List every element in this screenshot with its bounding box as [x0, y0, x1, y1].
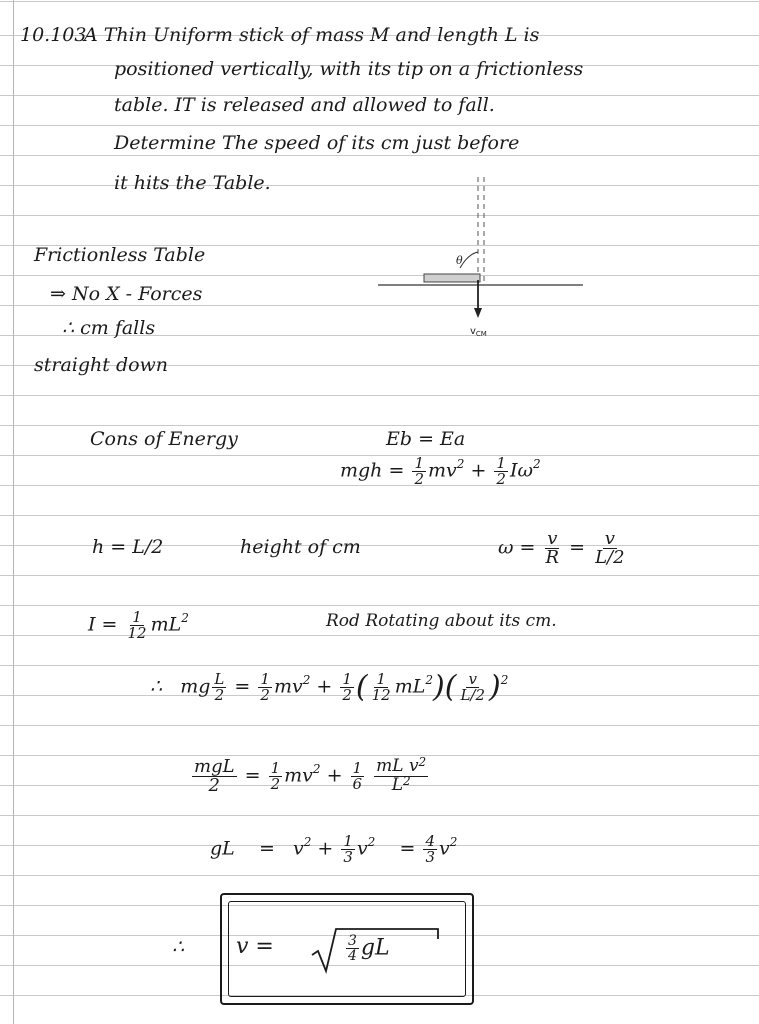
inertia-equation: I = $\frac{1}{12}$ $mL^2$	[88, 608, 189, 642]
problem-number: 10.103	[20, 24, 87, 46]
h-note: height of cm	[240, 536, 361, 558]
velocity-label: $v_{CM}$	[470, 326, 487, 338]
substituted-equation: ∴ mg $\frac{L}{2}$ = $\frac{1}{2}$ $mv^2$ + $\frac{1}{2}$ ( $\frac{1}{12}$ $mL^2$)( $\frac{v}{L/2}$ )$^2$	[150, 669, 509, 705]
note-no-x-forces: ⇒ No X - Forces	[50, 283, 203, 305]
answer-lhs: v =	[236, 934, 274, 959]
inertia-note: Rod Rotating about its cm.	[326, 611, 557, 631]
simplified-equation: $\frac{\text{mgL}}{2}$ = $\frac{1}{2}$ $mv^2$ + $\frac{1}{6}$ $\frac{mL v^2}{L^2}$	[194, 755, 427, 796]
note-straight-down: straight down	[34, 354, 169, 376]
stick-figure	[378, 172, 588, 342]
problem-line-4: Determine The speed of its cm just before	[114, 132, 520, 154]
note-frictionless: Frictionless Table	[34, 244, 206, 266]
velocity-arrow-head	[474, 308, 482, 318]
fallen-stick	[424, 274, 480, 282]
energy-balance: Eb = Ea	[386, 428, 466, 450]
cons-energy-label: Cons of Energy	[90, 428, 238, 450]
problem-line-1: A Thin Uniform stick of mass M and length L is	[84, 24, 540, 46]
omega-equation: ω = $\frac{v}{R}$ = $\frac{v}{L/2}$	[498, 528, 625, 568]
problem-line-5: it hits the Table.	[114, 172, 271, 194]
answer-radicand: $\frac{3}{4}$ gL	[348, 933, 390, 964]
problem-line-3: table. IT is released and allowed to fall.	[114, 94, 495, 116]
problem-line-2: positioned vertically, with its tip on a frictionless	[114, 58, 584, 80]
answer-therefore: ∴	[172, 936, 185, 958]
margin-line	[13, 0, 14, 1024]
angle-label: θ	[456, 254, 463, 267]
angle-arc	[460, 252, 478, 268]
h-definition: h = L/2	[92, 536, 164, 558]
note-cm-falls: ∴ cm falls	[62, 317, 156, 339]
final-equation: gL = $v^2$ + $\frac{1}{3}$ $v^2$ = $\frac{4}{3}$ $v^2$	[210, 832, 458, 866]
energy-equation: mgh = $\frac{1}{2}$ $mv^2$ + $\frac{1}{2}$ $I\omega^2$	[340, 454, 541, 488]
